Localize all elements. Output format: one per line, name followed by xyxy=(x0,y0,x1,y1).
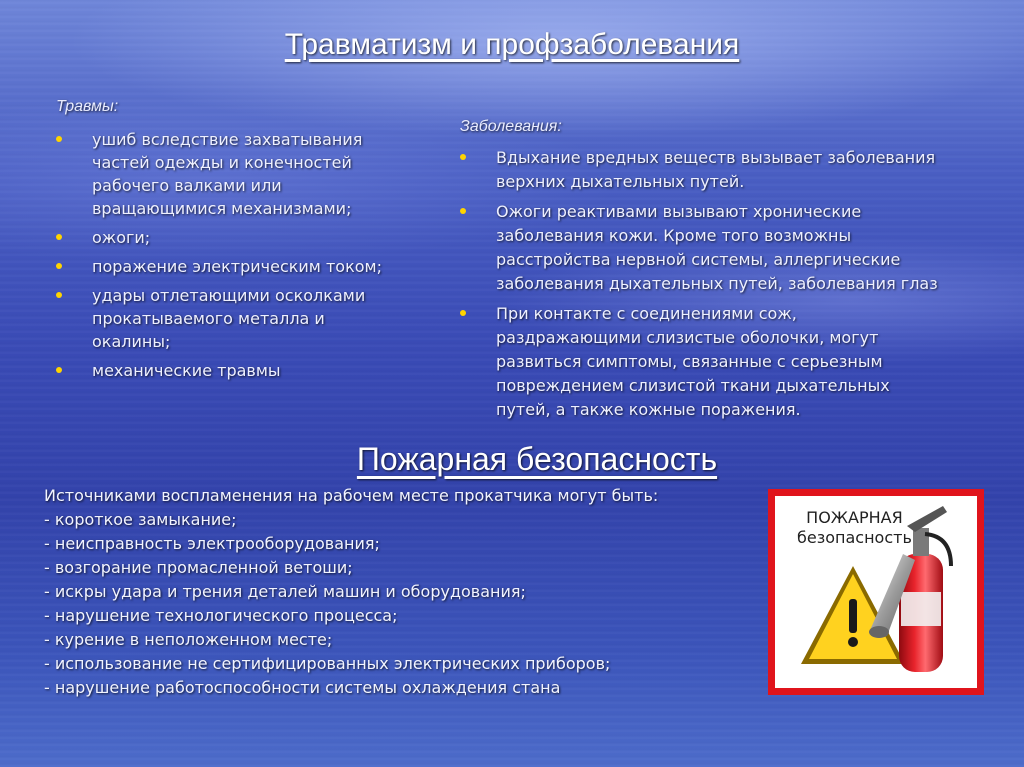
slide-title: Травматизм и профзаболевания xyxy=(284,28,740,61)
bullet-icon xyxy=(56,367,62,373)
list-item: - неисправность электрооборудования; xyxy=(44,534,380,553)
list-item: - нарушение технологического процесса; xyxy=(44,606,398,625)
bullet-icon xyxy=(56,263,62,269)
list-item: механические травмы xyxy=(56,359,396,382)
bullet-icon xyxy=(56,136,62,142)
list-item: Вдыхание вредных веществ вызывает заболевания верхних дыхательных путей. xyxy=(460,146,940,194)
bullet-icon xyxy=(460,310,466,316)
list-item: - использование не сертифицированных электрических приборов; xyxy=(44,654,611,673)
list-item: удары отлетающими осколками прокатываемого металла и окалины; xyxy=(56,284,396,353)
fire-extinguisher-illustration xyxy=(775,496,977,688)
list-item: ушиб вследствие захватывания частей одежды и конечностей рабочего валками или вращающимися механизмами; xyxy=(56,128,396,220)
bullet-icon xyxy=(460,208,466,214)
bullet-icon xyxy=(56,234,62,240)
fire-intro: Источниками воспламенения на рабочем месте прокатчика могут быть: xyxy=(44,486,659,505)
fire-sources-text xyxy=(44,484,764,700)
fire-safety-sign xyxy=(768,489,984,695)
list-item: - короткое замыкание; xyxy=(44,510,237,529)
injuries-heading: Травмы: xyxy=(56,98,119,115)
list-item: - нарушение работоспособности системы охлаждения стана xyxy=(44,678,561,697)
list-item: ожоги; xyxy=(56,226,396,249)
injuries-list xyxy=(56,128,396,388)
list-item: поражение электрическим током; xyxy=(56,255,396,278)
diseases-heading: Заболевания: xyxy=(460,118,562,135)
bullet-icon xyxy=(56,292,62,298)
list-item: - возгорание промасленной ветоши; xyxy=(44,558,353,577)
diseases-list xyxy=(460,146,940,428)
sign-label: ПОЖАРНАЯ безопасность xyxy=(797,508,912,547)
list-item: Ожоги реактивами вызывают хронические заболевания кожи. Кроме того возможны расстройства нервной системы, аллергические заболевания дыхательных путей, заболевания глаз xyxy=(460,200,940,296)
fire-safety-title: Пожарная безопасность xyxy=(356,441,718,477)
list-item: - курение в неположенном месте; xyxy=(44,630,333,649)
list-item: - искры удара и трения деталей машин и оборудования; xyxy=(44,582,526,601)
list-item: При контакте с соединениями сож, раздражающими слизистые оболочки, могут развиться симптомы, связанные с серьезным повреждением слизистой ткани дыхательных путей, а также кожные поражения. xyxy=(460,302,940,422)
bullet-icon xyxy=(460,154,466,160)
